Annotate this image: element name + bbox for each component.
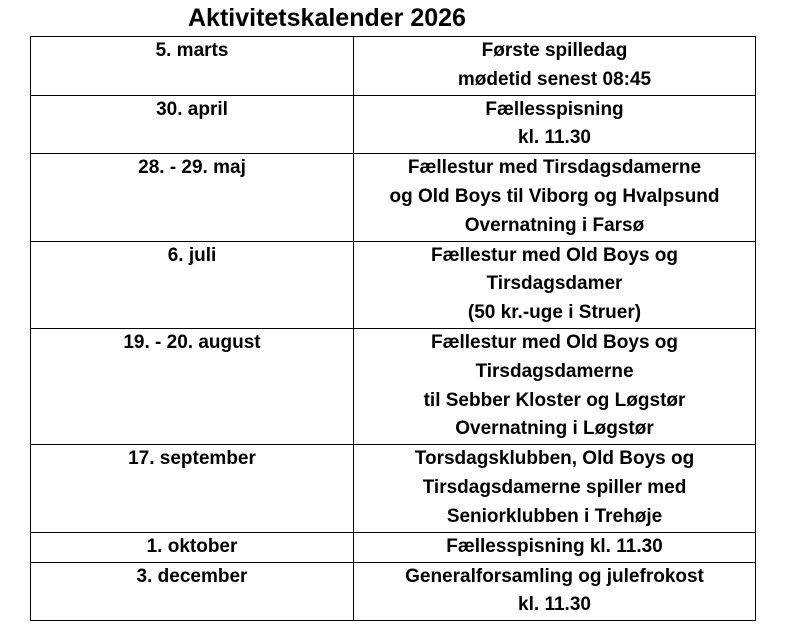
- event-line: Generalforsamling og julefrokost: [405, 565, 704, 587]
- event-date: 3. december: [31, 562, 354, 621]
- event-description: [354, 95, 756, 154]
- table-row: [31, 562, 756, 621]
- event-description: [354, 562, 756, 621]
- event-line: kl. 11.30: [518, 127, 591, 149]
- event-description: [354, 445, 756, 532]
- event-date: 17. september: [31, 445, 354, 532]
- event-line: Overnatning i Farsø: [464, 214, 645, 236]
- event-line: Tirsdagsdamerne: [475, 360, 634, 382]
- table-row: [31, 37, 756, 96]
- page-title: Aktivitetskalender 2026: [188, 4, 466, 32]
- event-date: 19. - 20. august: [31, 328, 354, 444]
- event-description: [354, 328, 756, 444]
- event-line: Torsdagsklubben, Old Boys og: [414, 448, 695, 470]
- table-row: [31, 445, 756, 532]
- event-line: Fællesspisning kl. 11.30: [446, 535, 663, 557]
- event-date: 30. april: [31, 95, 354, 154]
- event-description: [354, 154, 756, 241]
- table-row: [31, 95, 756, 154]
- event-date: 6. juli: [31, 241, 354, 328]
- event-description: [354, 241, 756, 328]
- table-row: [31, 532, 756, 562]
- event-line: Tirsdagsdamer: [486, 273, 623, 295]
- event-line: Tirsdagsdamerne spiller med: [422, 476, 687, 498]
- event-description: [354, 37, 756, 96]
- event-line: og Old Boys til Viborg og Hvalpsund: [389, 185, 720, 207]
- activity-calendar-table: [30, 36, 756, 621]
- event-date: 1. oktober: [31, 532, 354, 562]
- event-line: Første spilledag: [481, 40, 628, 61]
- event-description: [354, 532, 756, 562]
- event-line: Fællestur med Old Boys og: [430, 244, 679, 266]
- table-row: [31, 154, 756, 241]
- event-line: kl. 11.30: [518, 594, 591, 616]
- event-line: Fællesspisning: [485, 98, 624, 120]
- event-line: (50 kr.-uge i Struer): [467, 302, 642, 324]
- event-line: Fællestur med Tirsdagsdamerne: [407, 157, 702, 179]
- event-line: Overnatning i Løgstør: [455, 418, 654, 440]
- event-line: til Sebber Kloster og Løgstør: [423, 389, 686, 411]
- event-date: 5. marts: [31, 37, 354, 96]
- table-row: [31, 328, 756, 444]
- table-row: [31, 241, 756, 328]
- event-line: mødetid senest 08:45: [457, 68, 652, 90]
- event-line: Seniorklubben i Trehøje: [446, 505, 663, 527]
- event-line: Fællestur med Old Boys og: [430, 331, 679, 353]
- event-date: 28. - 29. maj: [31, 154, 354, 241]
